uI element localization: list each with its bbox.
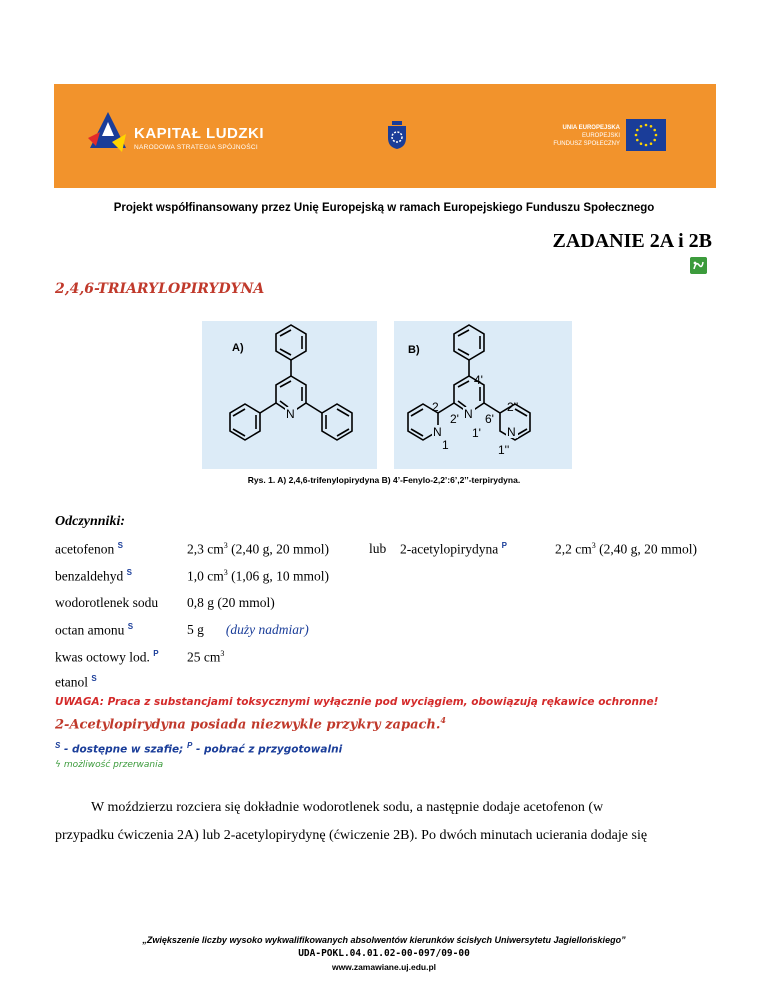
label-n-right: N (507, 425, 516, 439)
reagent-name: octan amonu $^S$ (55, 622, 134, 638)
footer-project-code: UDA-POKL.04.01.02-00-097/09-00 (298, 948, 470, 959)
eu-line-2: EUROPEJSKI (581, 133, 620, 139)
reagents-header: Odczynniki: (55, 514, 125, 529)
procedure-paragraph (55, 794, 715, 850)
eu-fund-label (520, 124, 620, 148)
label-1doubleprime: 1'' (498, 443, 510, 457)
paragraph-line: przypadku ćwiczenia 2A) lub 2-acetylopirydynę (ćwiczenie 2B). Po dwóch minutach ucierania dodaje się (55, 828, 648, 843)
label-1prime: 1' (472, 426, 481, 440)
reagent-name: kwas octowy lod. $^P$ (55, 649, 159, 665)
label-n-left: N (433, 425, 442, 439)
alternative-reagent: 2-acetylopirydyna $^P$ (400, 541, 507, 557)
reagent-name: benzaldehyd $^S$ (55, 568, 132, 584)
eu-flag-icon (626, 119, 666, 151)
label-6prime: 6' (485, 412, 494, 426)
label-2doubleprime: 2'' (507, 400, 519, 414)
eu-line-1: UNIA EUROPEJSKA (562, 125, 620, 131)
cofinance-note: Projekt współfinansowany przez Unię Europejską w ramach Europejskiego Funduszu Społecznego (113, 202, 655, 214)
paragraph-line: W moździerzu rozciera się dokładnie wodorotlenek sodu, a następnie dodaje acetofenon (w (91, 800, 604, 815)
structure-a-figure (202, 321, 377, 469)
footer-project-title: „Zwiększenie liczby wysoko wykwalifikowanych absolwentów kierunków ścisłych Uniwersytetu Jagiellońskiego” (142, 935, 626, 945)
figure-a-n: N (286, 407, 295, 421)
reagent-amount: 2,3 $cm^3$ (2,40 g, 20 mmol) (187, 541, 329, 557)
reagent-amount: 1,0 $cm^3$ (1,06 g, 10 mmol) (187, 568, 329, 584)
reagent-name: etanol $^S$ (55, 674, 97, 690)
footer-url: www.zamawiane.uj.edu.pl (331, 962, 437, 972)
reagent-name: wodorotlenek sodu (55, 595, 159, 610)
label-2prime: 2' (450, 412, 459, 426)
pause-legend: ϟ możliwość przerwania (55, 760, 164, 770)
reagent-amount: 5 g (duży nadmiar) (187, 622, 309, 637)
exercise-icon (690, 257, 707, 274)
compound-title: 2,4,6-TRIARYLOPIRYDYNA (55, 281, 265, 297)
figure-caption: Rys. 1. A) 2,4,6-trifenylopirydyna B) 4’-Fenylo-2,2’:6’,2’’-terpirydyna. (247, 475, 521, 485)
brand-title: KAPITAŁ LUDZKI (134, 125, 265, 142)
label-2: 2 (432, 400, 439, 414)
lightning-icon: ϟ (55, 760, 61, 770)
task-title: ZADANIE 2A i 2B (552, 230, 712, 252)
figure-a-label: A) (232, 342, 244, 354)
coat-of-arms-logo (386, 120, 408, 150)
label-4prime: 4' (474, 373, 483, 387)
availability-legend: $^S$ - dostępne w szafie; $^P$ - pobrać z przygotowalni (55, 741, 343, 756)
label-1: 1 (442, 438, 449, 452)
reagent-amount: 25 $cm^3$ (187, 649, 225, 665)
eu-line-3: FUNDUSZ SPOŁECZNY (553, 141, 620, 147)
safety-warning: UWAGA: Praca z substancjami toksycznymi wyłącznie pod wyciągiem, obowiązują rękawice ochronne! (55, 696, 659, 708)
brand-subtitle: NARODOWA STRATEGIA SPÓJNOŚCI (134, 144, 258, 151)
alternative-amount: 2,2 $cm^3$ (2,40 g, 20 mmol) (555, 541, 697, 557)
alternative-or: lub (369, 541, 387, 556)
label-n-center: N (464, 407, 473, 421)
structure-b-figure (394, 321, 572, 469)
kapital-ludzki-logo (82, 108, 134, 160)
smell-note: 2-Acetylopirydyna posiada niezwykle przykry zapach.$^4$ (55, 715, 446, 733)
reagent-amount: 0,8 g (20 mmol) (187, 595, 275, 610)
figure-b-label: B) (408, 344, 420, 356)
reagent-name: acetofenon $^S$ (55, 541, 123, 557)
